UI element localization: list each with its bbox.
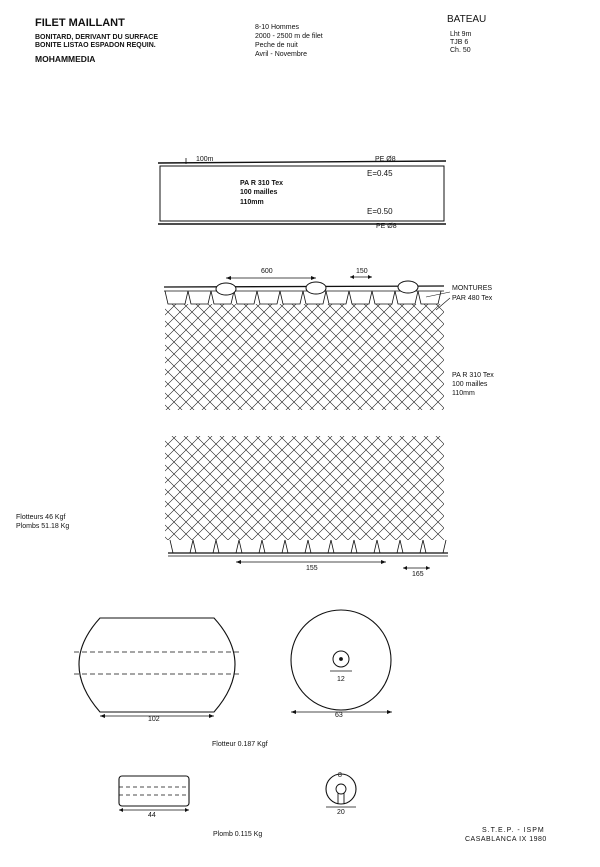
float-end-view bbox=[291, 610, 392, 714]
float-hole-label: 12 bbox=[337, 676, 345, 683]
bottom-rope-label: PE Ø8 bbox=[376, 223, 397, 230]
net-meshes: 100 mailles bbox=[240, 189, 278, 196]
netting-meshes: 100 mailles bbox=[452, 381, 488, 388]
float-line-mounting bbox=[280, 291, 303, 304]
port: MOHAMMEDIA bbox=[35, 54, 96, 64]
sink-gap-label: 165 bbox=[412, 571, 424, 578]
lead-line-mounting bbox=[331, 540, 354, 553]
species-line-1: BONITARD, DERIVANT DU SURFACE bbox=[35, 34, 159, 41]
float-caption: Flotteur 0.187 Kgf bbox=[212, 741, 268, 748]
mounting-title: MONTURES bbox=[452, 285, 493, 292]
float-line-mounting bbox=[234, 291, 257, 304]
net-material: PA R 310 Tex bbox=[240, 180, 284, 187]
float-line-mounting bbox=[349, 291, 372, 304]
netting-spec: PA R 310 Tex bbox=[452, 372, 494, 379]
sink-spacing-label: 155 bbox=[306, 565, 318, 572]
float-line-mounting bbox=[418, 291, 441, 304]
footer-org: S.T.E.P. - ISPM bbox=[482, 827, 545, 834]
sinker-caption: Plomb 0.115 Kg bbox=[213, 831, 263, 838]
net-mesh-size: 110mm bbox=[240, 199, 264, 206]
mounting-spec: PAR 480 Tex bbox=[452, 295, 493, 302]
lead-line-mounting bbox=[239, 540, 262, 553]
net-detail-lower bbox=[165, 436, 448, 570]
lead-line-mounting bbox=[193, 540, 216, 553]
species-line-2: BONITE LISTAO ESPADON REQUIN. bbox=[35, 42, 156, 49]
hanging-top: E=0.45 bbox=[367, 169, 393, 178]
float-gap-label: 150 bbox=[356, 268, 368, 275]
lead-line-mounting bbox=[216, 540, 239, 553]
float-line-mounting bbox=[165, 291, 188, 304]
float-line-mounting bbox=[188, 291, 211, 304]
net-plan bbox=[158, 158, 446, 224]
float-line-mounting bbox=[372, 291, 395, 304]
fishing-type: Peche de nuit bbox=[255, 42, 298, 49]
float-line-mounting bbox=[257, 291, 280, 304]
hanging-bottom: E=0.50 bbox=[367, 207, 393, 216]
float-1 bbox=[216, 283, 236, 295]
lead-line-mounting bbox=[262, 540, 285, 553]
lead-line-mounting bbox=[423, 540, 446, 553]
float-side-view bbox=[74, 618, 240, 718]
boat-length: Lht 9m bbox=[450, 31, 472, 38]
float-spacing-label: 600 bbox=[261, 268, 273, 275]
float-length-label: 102 bbox=[148, 716, 160, 723]
sinkers-weight: Plombs 51.18 Kg bbox=[16, 523, 70, 530]
title: FILET MAILLANT bbox=[35, 17, 125, 29]
net-length-label: 100m bbox=[196, 156, 214, 163]
floats-weight: Flotteurs 46 Kgf bbox=[16, 514, 66, 521]
season: Avril - Novembre bbox=[255, 51, 307, 58]
netting-mesh: 110mm bbox=[452, 390, 475, 397]
net-length: 2000 - 2500 m de filet bbox=[255, 33, 323, 40]
sinker-hole-label: 8 bbox=[338, 772, 342, 779]
float-line-mounting bbox=[326, 291, 349, 304]
crew: 8-10 Hommes bbox=[255, 24, 299, 31]
boat-power: Ch. 50 bbox=[450, 47, 471, 54]
lead-line-mounting bbox=[170, 540, 193, 553]
lead-line-mounting bbox=[285, 540, 308, 553]
sinker-length-label: 44 bbox=[148, 812, 156, 819]
float-diameter-label: 63 bbox=[335, 712, 343, 719]
sinker-side-view bbox=[119, 776, 189, 812]
float-2 bbox=[306, 282, 326, 294]
sinker-end-view bbox=[326, 774, 356, 807]
lead-line-mounting bbox=[308, 540, 331, 553]
net-detail-upper bbox=[164, 275, 450, 410]
sinker-diameter-label: 20 bbox=[337, 809, 345, 816]
lead-line-mounting bbox=[354, 540, 377, 553]
boat-tjb: TJB 6 bbox=[450, 39, 469, 46]
lead-line-mounting bbox=[400, 540, 423, 553]
boat-label: BATEAU bbox=[447, 14, 487, 25]
top-rope-label: PE Ø8 bbox=[375, 156, 396, 163]
footer-place-date: CASABLANCA IX 1980 bbox=[465, 836, 547, 843]
lead-line-mounting bbox=[377, 540, 400, 553]
float-3 bbox=[398, 281, 418, 293]
